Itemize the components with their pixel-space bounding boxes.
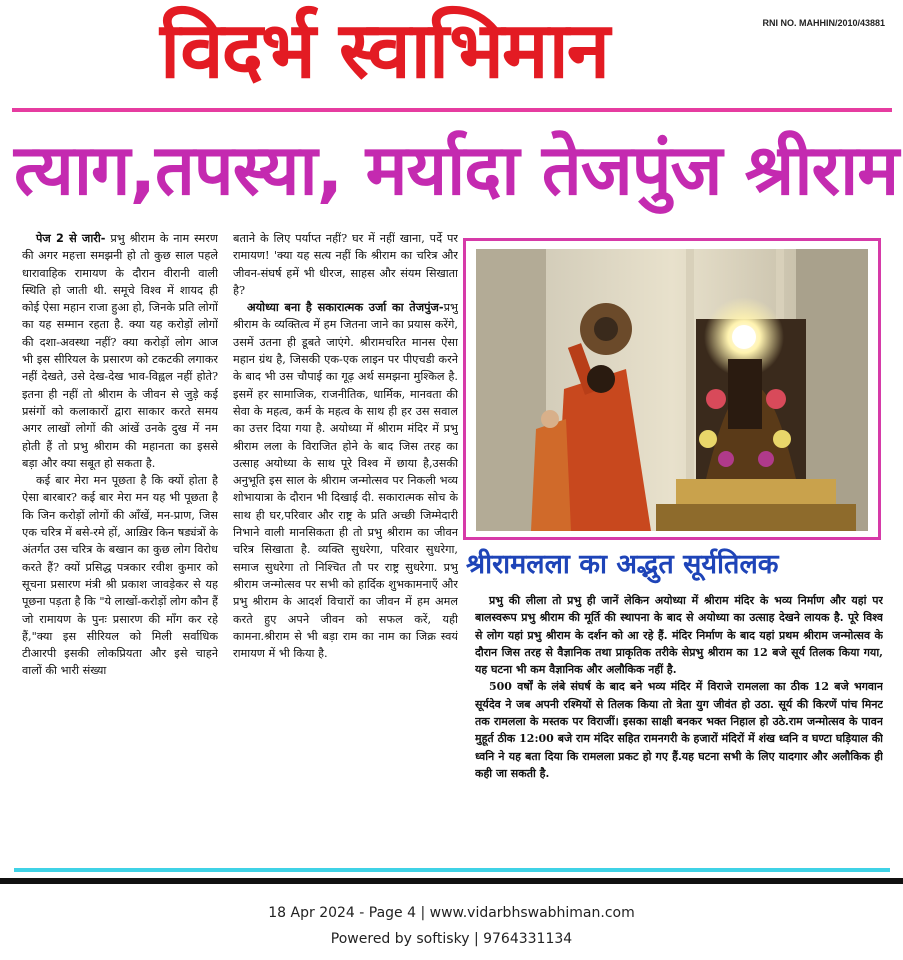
column2-paragraph-1: बताने के लिए पर्याप्त नहीं? घर में नहीं खाना, पर्दे पर रामायण! 'क्या यह सत्य नहीं कि श्रीराम का चरित्र और जीवन-संघर्ष हमें भी धीरज, साहस और संयम सिखाता है? (233, 232, 458, 297)
column1-text-1: प्रभु श्रीराम के नाम स्मरण की अगर महत्ता समझनी हो तो कुछ साल पहले धारावाहिक रामायण के दौरान वीरानी वाली स्थिति हो जाती थी. समूचे विश्व में शायद ही कोई ऐसा महान राजा हुआ हो, जिनके प्रति लोगों का यह सम्मान रहता है. क्या यह करोड़ों लोगों की दशा-अवस्था नहीं? क्या करोड़ों लोग आज भी इस सीरियल के प्रसारण को टकटकी लगाकर नहीं देखते, उसे देख-देख भाव-विह्वल नहीं होते? इतना ही नहीं तो श्रीराम के जीवन से जुड़े कई प्रसंगों को कलाकारों द्वारा साकार करते समय अगर लाखों लोगों की आंखें उनके दुख में नम होती हैं तो प्रभु श्रीराम की महानता का इससे बड़ा और क्या सबूत हो सकता है. (22, 232, 218, 470)
top-divider (12, 108, 892, 112)
article-column-1 (22, 230, 218, 860)
article-column-2 (233, 230, 458, 860)
column1-paragraph-2: कई बार मेरा मन पूछता है कि क्यों होता है ऐसा बारबार? कई बार मेरा मन यह भी पूछता है कि जिन करोड़ों लोगों की आँखें, मन-प्राण, जिस एक चरित्र में बसे-रमे हों, आख़िर किन षड्यंत्रों के अंतर्गत उस चरित्र के बखान का कुछ लोग विरोध करते हैं? क्यों प्रसिद्ध पत्रकार रवीश कुमार को सूचना प्रसारण मंत्री श्री प्रकाश जावड़ेकर से यह पूछना पड़ता है कि "ये लाखों-करोड़ों लोग कौन हैं जो रामायण के पुनः प्रसारण की माँग कर रहे हैं,"क्या इस सीरियल को मिली सर्वाधिक टीआरपी इसकी लोकप्रियता और इसे चाहने वालों की भारी संख्या (22, 474, 218, 678)
column2-text-2: प्रभु श्रीराम के व्यक्तित्व में हम जितना जाने का प्रयास करेंगे, उसमें उतना ही डूबते जाएंगे. श्रीरामचरित मानस ऐसा महान ग्रंथ है, जिसकी एक-एक लाइन पर पीएचडी करने के बाद भी उस चौपाई का गूढ़ अर्थ समझना मुश्किल है. इसमें हर सामाजिक, राजनीतिक, धार्मिक, मानवता की सेवा के महत्व, कर्म के महत्व के साथ ही हर उस सवाल का उत्तर दिया गया है. अयोध्या में श्रीराम मंदिर में प्रभु श्रीराम लला के विराजित होने के बाद जिस तरह का उत्साह अयोध्या के साथ पूरे विश्व में छाया है,उसकी अनुभूति इस साल के श्रीराम जन्मोत्सव पर निकली भव्य शोभायात्रा के दौरान भी दिखाई दी. सकारात्मक सोच के साथ ही घर,परिवार और राष्ट्र के प्रति अच्छी जिम्मेदारी निभाने वाली मानसिकता ही तो प्रभु श्रीराम का जीवन चरित्र सिखाता है. व्यक्ति सुधरेगा, परिवार सुधरेगा, समाज सुधरेगा तो निश्चित तौ पर राष्ट्र सुधरेगा. प्रभु श्रीराम जन्मोत्सव पर सभी को हार्दिक शुभकामनाएँ और प्रभु श्रीराम के आदर्श विचारों का जीवन में हम अमल करते हुए अपने जीवन को सफल करें, यही कामना.श्रीराम से भी बड़ा राम का नाम का जिक्र स्वयं रामायण में भी किया है. (233, 301, 458, 661)
photo-frame (463, 238, 881, 540)
subsection-label: अयोध्या बना है सकारात्मक उर्जा का तेजपुंज- (247, 301, 444, 315)
lead-label: पेज 2 से जारी- (36, 232, 106, 245)
page-headline: त्याग,तपस्या, मर्यादा तेजपुंज श्रीराम (14, 129, 899, 211)
footer-date-line: 18 Apr 2024 - Page 4 | www.vidarbhswabhiman.com (268, 905, 635, 921)
column3-paragraph-2: 500 वर्षों के लंबे संघर्ष के बाद बने भव्य मंदिर में विराजे रामलला का ठीक 12 बजे भगवान सूर्यदेव ने जब अपनी रश्मियों से तिलक किया तो त्रेता युग जीवंत हो उठा. सूर्य की किरणें पांच मिनट तक रामलला के मस्तक पर विराजीं। इसका साक्षी बनकर भक्त निहाल हो उठे.राम जन्मोत्सव के पावन मुहूर्त ठीक 12:00 बजे राम मंदिर सहित रामनगरी के हजारों मंदिरों में शंख ध्वनि व घण्टा घड़ियाल की ध्वनि ने यह बता दिया कि रामलला प्रकट हो गए हैं.यह घटना सभी के लिए यादगार और अलौकिक ही कही जा सकती है. (475, 680, 883, 780)
article-column-3 (475, 592, 883, 862)
page-footer (0, 900, 903, 952)
ram-lalla-photo (476, 249, 868, 531)
column1-paragraph-1 (22, 230, 218, 472)
sub-headline: श्रीरामलला का अद्भुत सूर्यतिलक (466, 549, 779, 580)
bottom-cyan-divider (14, 868, 890, 872)
masthead-title: विदर्भ स्वाभिमान (160, 6, 609, 96)
footer-powered-line: Powered by softisky | 9764331134 (330, 931, 573, 947)
bottom-black-divider (0, 878, 903, 884)
rni-number: RNI NO. MAHHIN/2010/43881 (762, 18, 885, 28)
column2-paragraph-2 (233, 299, 458, 662)
column3-paragraph-1: प्रभु की लीला तो प्रभु ही जानें लेकिन अयोध्या में श्रीराम मंदिर के भव्य निर्माण और यहां पर बालस्वरूप प्रभु श्रीराम की मूर्ति की स्थापना के बाद से अयोध्या का उत्साह देखने लायक है. पूरे विश्व से लोग यहां प्रभु श्रीराम के दर्शन को आ रहे हैं. मंदिर निर्माण के बाद यहां प्रथम श्रीराम जन्मोत्सव के दौरान जिस तरह से वैज्ञानिक तथा प्राकृतिक तरीके सेप्रभु श्रीराम का 12 बजे सूर्य तिलक किया गया, यह घटना भी कम वैज्ञानिक और अलौकिक नहीं है. (475, 594, 883, 677)
